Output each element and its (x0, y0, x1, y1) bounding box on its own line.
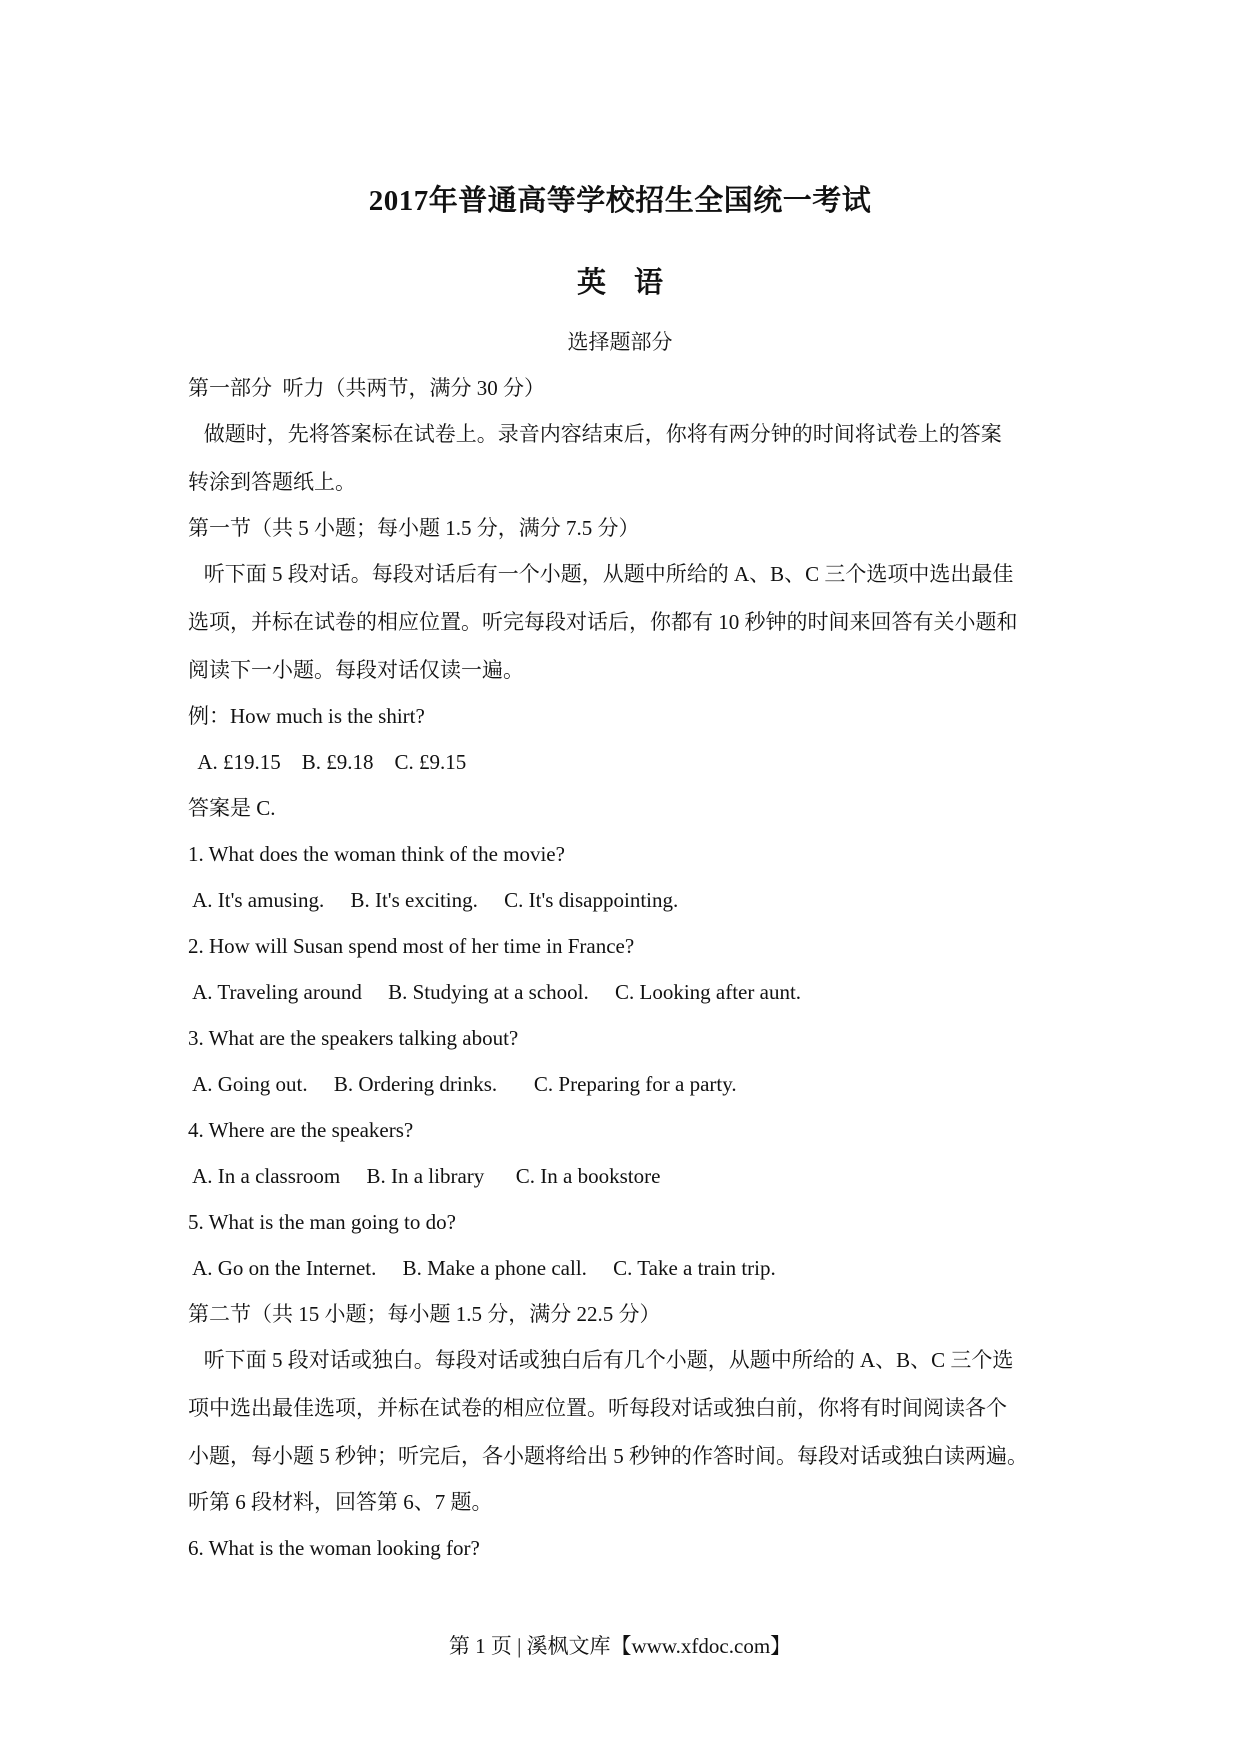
question-3: 3. What are the speakers talking about? (188, 1026, 519, 1050)
question-6: 6. What is the woman looking for? (188, 1536, 480, 1560)
section1-instruction: 听下面 5 段对话。每段对话后有一个小题，从题中所给的 A、B、C 三个选项中选出最佳 (188, 562, 1014, 586)
question-4-options: A. In a classroom B. In a library C. In a bookstore (188, 1164, 661, 1188)
question-2: 2. How will Susan spend most of her time in France? (188, 934, 635, 958)
section-heading: 选择题部分 (567, 330, 673, 354)
question-2-options: A. Traveling around B. Studying at a school. C. Looking after aunt. (188, 980, 802, 1004)
question-1-options: A. It's amusing. B. It's exciting. C. It's disappointing. (188, 888, 679, 912)
question-5-options: A. Go on the Internet. B. Make a phone call. C. Take a train trip. (188, 1256, 776, 1280)
section2-instruction: 听下面 5 段对话或独白。每段对话或独白后有几个小题，从题中所给的 A、B、C 三个选 (188, 1348, 1014, 1372)
question-5: 5. What is the man going to do? (188, 1210, 456, 1234)
question-3-options: A. Going out. B. Ordering drinks. C. Preparing for a party. (188, 1072, 737, 1096)
section1-heading: 第一节（共 5 小题；每小题 1.5 分，满分 7.5 分） (188, 516, 640, 540)
part1-instruction: 做题时，先将答案标在试卷上。录音内容结束后，你将有两分钟的时间将试卷上的答案 (188, 422, 1002, 446)
material-6-heading: 听第 6 段材料，回答第 6、7 题。 (188, 1490, 493, 1514)
part1-instruction-cont: 转涂到答题纸上。 (188, 470, 356, 494)
section2-heading: 第二节（共 15 小题；每小题 1.5 分，满分 22.5 分） (188, 1302, 661, 1326)
example-question: 例：How much is the shirt? (188, 704, 425, 728)
section1-instruction-cont: 选项，并标在试卷的相应位置。听完每段对话后，你都有 10 秒钟的时间来回答有关小题和 (188, 610, 1018, 634)
page-footer: 第 1 页 | 溪枫文库【www.xfdoc.com】 (448, 1634, 792, 1658)
question-1: 1. What does the woman think of the movie? (188, 842, 565, 866)
subject-title: 英语 (576, 267, 691, 299)
part1-heading: 第一部分 听力（共两节，满分 30 分） (188, 376, 545, 400)
section2-instruction-end: 小题，每小题 5 秒钟；听完后，各小题将给出 5 秒钟的作答时间。每段对话或独白读两遍。 (188, 1444, 1028, 1468)
exam-title: 2017年普通高等学校招生全国统一考试 (368, 185, 872, 217)
example-answer: 答案是 C. (188, 796, 276, 820)
section2-instruction-cont: 项中选出最佳选项，并标在试卷的相应位置。听每段对话或独白前，你将有时间阅读各个 (188, 1396, 1007, 1420)
example-options: A. £19.15 B. £9.18 C. £9.15 (188, 750, 467, 774)
section1-instruction-end: 阅读下一小题。每段对话仅读一遍。 (188, 658, 524, 682)
question-4: 4. Where are the speakers? (188, 1118, 414, 1142)
